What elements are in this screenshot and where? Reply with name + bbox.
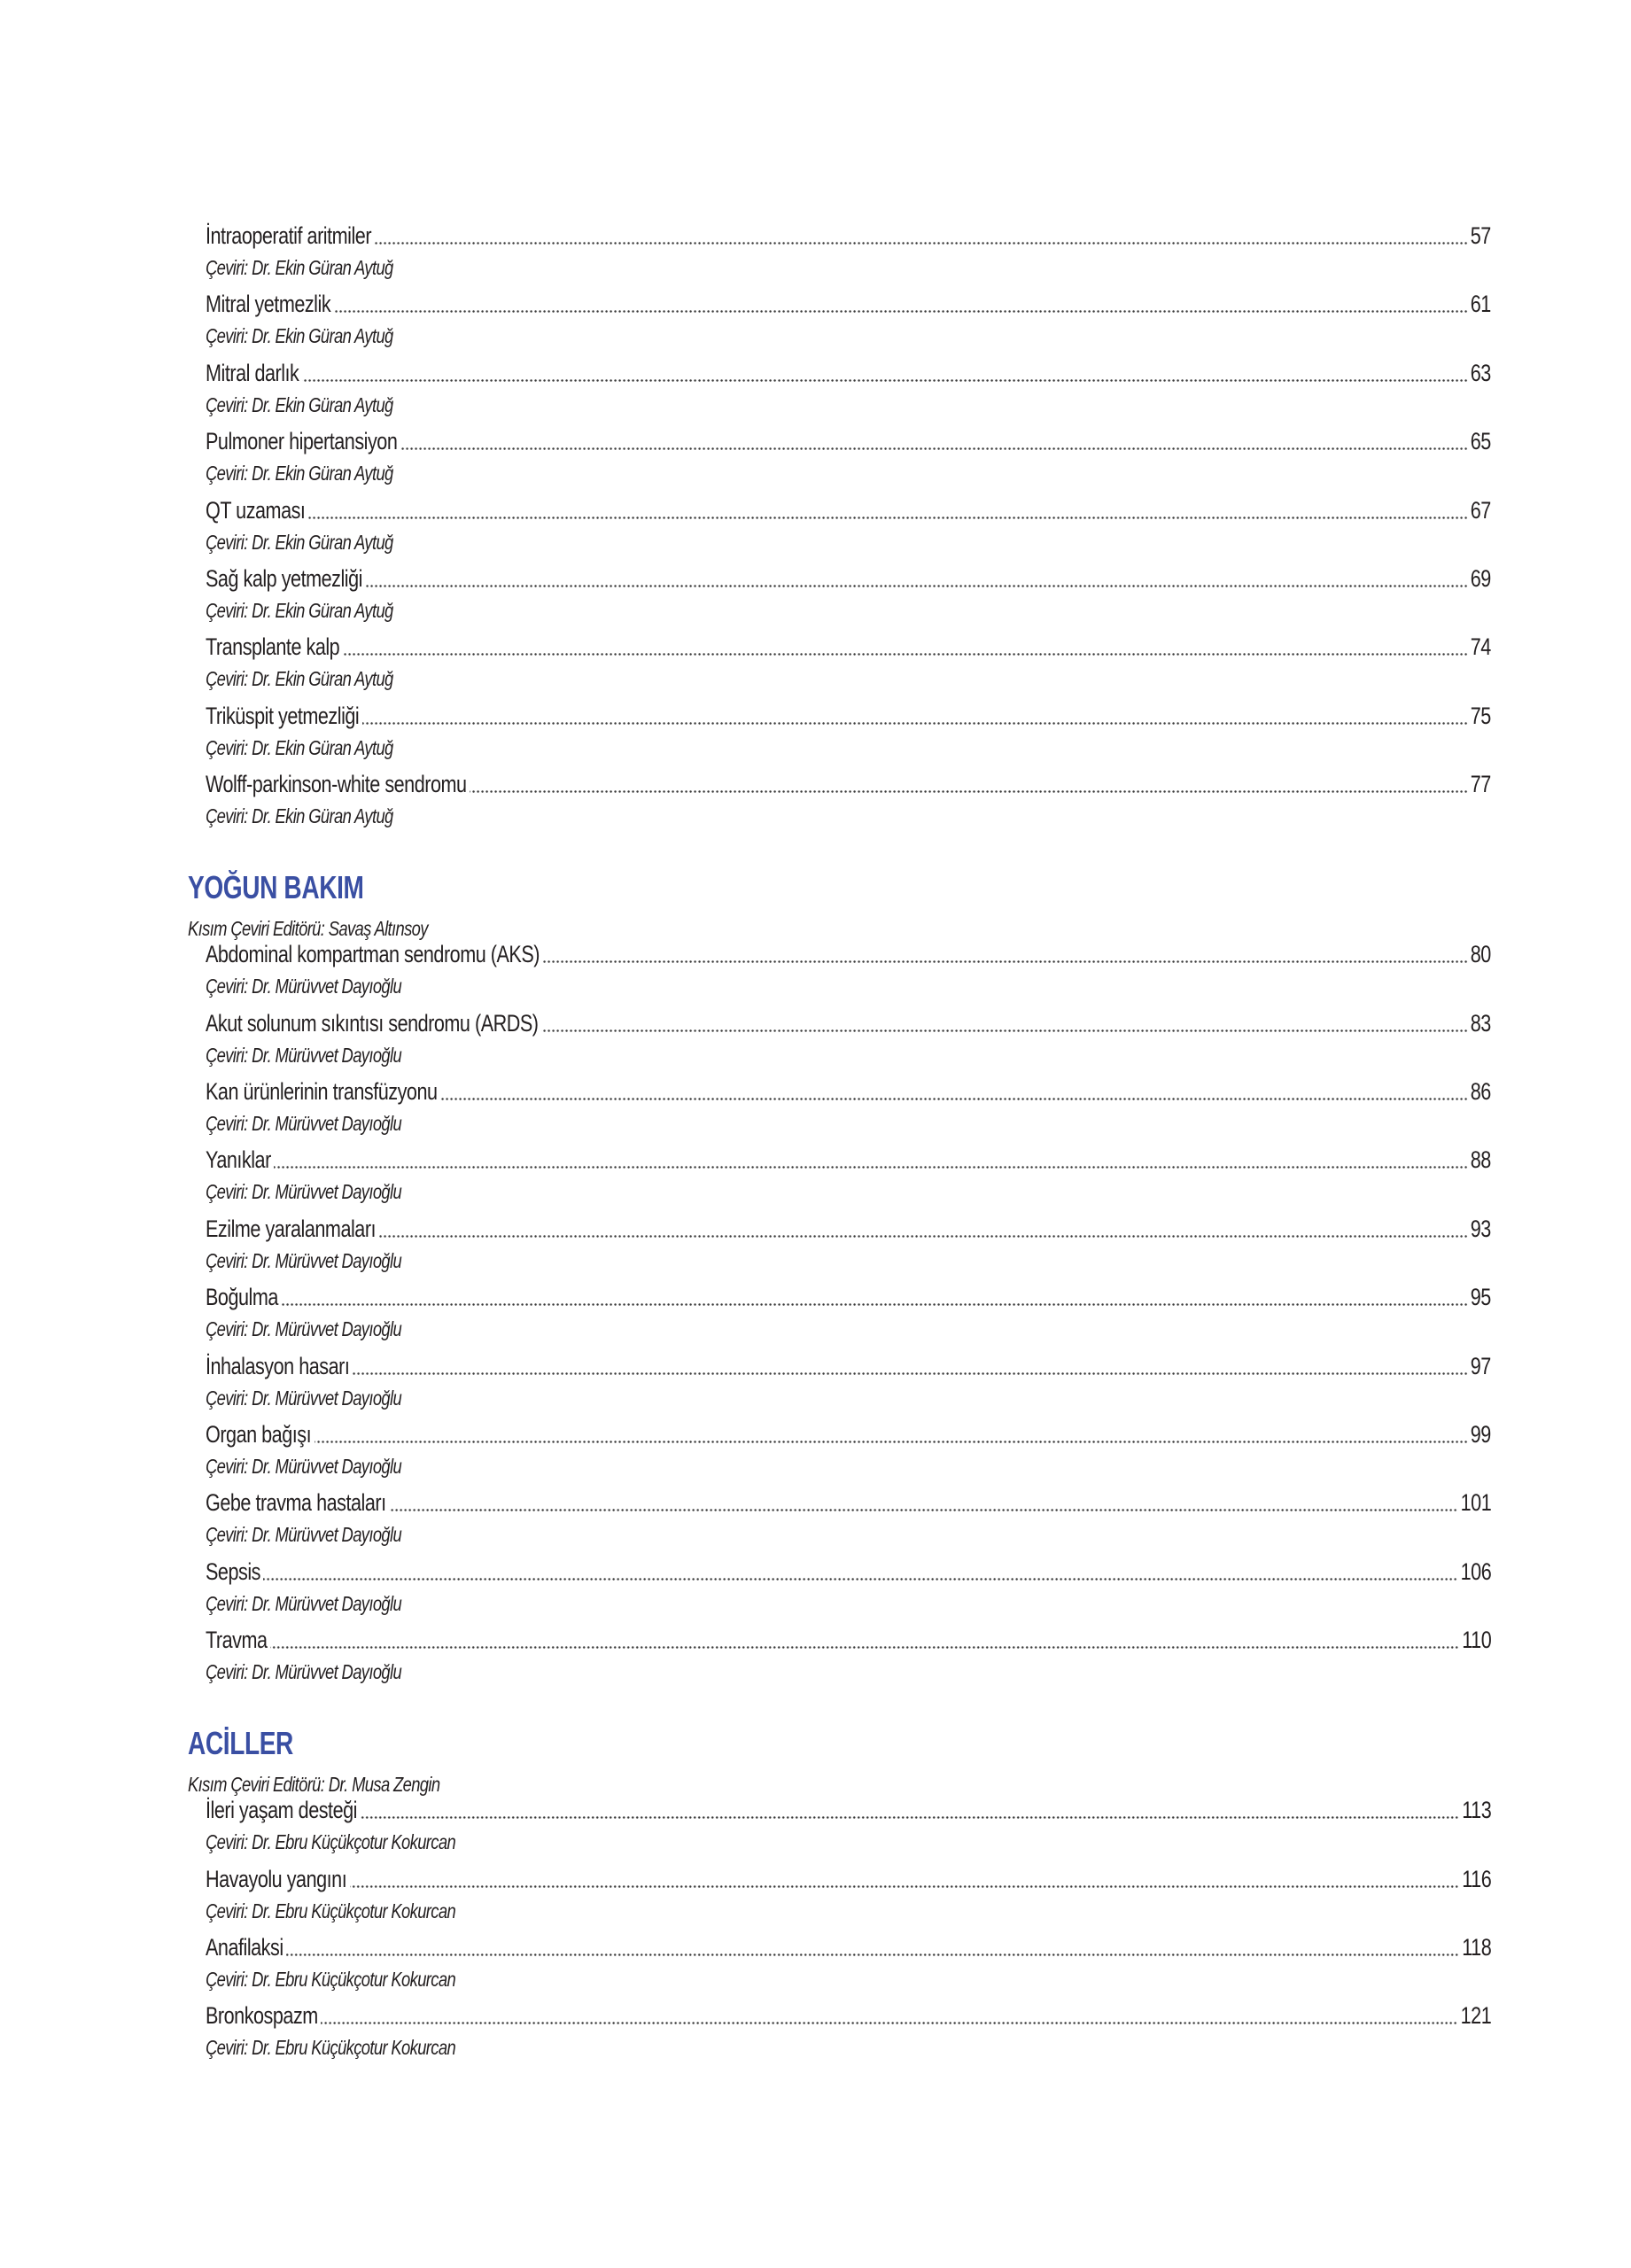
toc-entry-title-wrap bbox=[206, 1933, 283, 1961]
toc-entry-translator-text: Çeviri: Dr. Ekin Güran Aytuğ bbox=[206, 530, 393, 554]
toc-entry-title[interactable]: Pulmoner hipertansiyon bbox=[206, 428, 398, 455]
toc-entry[interactable] bbox=[206, 770, 1491, 798]
toc-entry-page-number[interactable]: 86 bbox=[1470, 1078, 1491, 1105]
dot-leader bbox=[321, 2022, 1457, 2024]
toc-entry-title[interactable]: Organ bağışı bbox=[206, 1421, 312, 1448]
toc-entry-title[interactable]: Kan ürünlerinin transfüzyonu bbox=[206, 1078, 438, 1105]
section-editor-text: Kısım Çeviri Editörü: Dr. Musa Zengin bbox=[188, 1773, 440, 1797]
toc-entry[interactable] bbox=[206, 1557, 1491, 1586]
toc-entry-title[interactable]: Havayolu yangını bbox=[206, 1865, 347, 1892]
toc-entry-title-wrap bbox=[206, 1077, 438, 1106]
dot-leader bbox=[343, 653, 1468, 656]
toc-entry-translator-text: Çeviri: Dr. Mürüvvet Dayıoğlu bbox=[206, 1591, 402, 1615]
toc-entry-title[interactable]: Transplante kalp bbox=[206, 633, 340, 661]
toc-entry-title-wrap bbox=[206, 1626, 268, 1654]
toc-entry-translator-text: Çeviri: Dr. Ekin Güran Aytuğ bbox=[206, 462, 393, 485]
toc-entry-title-wrap bbox=[206, 1352, 350, 1380]
toc-entry-title[interactable]: QT uzaması bbox=[206, 496, 306, 524]
section-heading-1 bbox=[188, 870, 414, 905]
toc-entry-translator-text: Çeviri: Dr. Ebru Küçükçotur Kokurcan bbox=[206, 1830, 456, 1854]
dot-leader bbox=[263, 1578, 1457, 1581]
toc-entry[interactable] bbox=[206, 1077, 1491, 1106]
section-editor bbox=[188, 916, 487, 941]
toc-entry-translator bbox=[206, 255, 440, 280]
toc-entry[interactable] bbox=[206, 1865, 1491, 1893]
toc-entry-page-number[interactable]: 57 bbox=[1470, 222, 1491, 249]
toc-entry[interactable] bbox=[206, 427, 1491, 455]
toc-entry-page-number[interactable]: 118 bbox=[1462, 1934, 1491, 1961]
toc-entry-page-number[interactable]: 110 bbox=[1462, 1627, 1491, 1654]
toc-entry[interactable] bbox=[206, 940, 1491, 968]
toc-entry[interactable] bbox=[206, 1796, 1491, 1824]
toc-entry-title[interactable]: Bronkospazm bbox=[206, 2002, 318, 2030]
toc-entry-translator bbox=[206, 323, 440, 348]
toc-entry-title-wrap bbox=[206, 427, 398, 455]
toc-entry[interactable] bbox=[206, 1933, 1491, 1961]
toc-entry-title[interactable]: Gebe travma hastaları bbox=[206, 1489, 386, 1517]
toc-entry-page-number[interactable]: 99 bbox=[1470, 1421, 1491, 1448]
dot-leader bbox=[286, 1953, 1459, 1956]
toc-entry-title[interactable]: Sepsis bbox=[206, 1557, 260, 1585]
dot-leader bbox=[302, 379, 1468, 382]
toc-entry-translator-text: Çeviri: Dr. Ekin Güran Aytuğ bbox=[206, 324, 393, 348]
toc-entry-page-number[interactable]: 116 bbox=[1462, 1865, 1491, 1892]
toc-entry-translator-text: Çeviri: Dr. Ekin Güran Aytuğ bbox=[206, 735, 393, 759]
toc-entry-translator bbox=[206, 1899, 518, 1923]
toc-entry-title-wrap bbox=[206, 770, 467, 798]
toc-entry-translator-text: Çeviri: Dr. Mürüvvet Dayıoğlu bbox=[206, 975, 402, 998]
toc-entry[interactable] bbox=[206, 702, 1491, 730]
dot-leader bbox=[350, 1885, 1459, 1888]
toc-entry[interactable] bbox=[206, 1352, 1491, 1380]
toc-entry-translator bbox=[206, 804, 440, 828]
toc-entry[interactable] bbox=[206, 1215, 1491, 1243]
toc-entry-title[interactable]: Sağ kalp yetmezliği bbox=[206, 565, 362, 592]
toc-entry-title-wrap bbox=[206, 1420, 312, 1449]
toc-entry-title-wrap bbox=[206, 1796, 357, 1824]
toc-entry-translator-text: Çeviri: Dr. Mürüvvet Dayıoğlu bbox=[206, 1043, 402, 1067]
toc-entry-page-number[interactable]: 97 bbox=[1470, 1352, 1491, 1379]
toc-entry-page-number[interactable]: 80 bbox=[1470, 941, 1491, 968]
toc-entry-translator bbox=[206, 1591, 450, 1616]
toc-entry-translator bbox=[206, 1454, 450, 1479]
toc-entry-title[interactable]: Akut solunum sıkıntısı sendromu (ARDS) bbox=[206, 1009, 539, 1037]
toc-entry-translator-text: Çeviri: Dr. Mürüvvet Dayıoğlu bbox=[206, 1180, 402, 1204]
toc-entry-title-wrap bbox=[206, 1146, 271, 1174]
dot-leader bbox=[308, 517, 1468, 519]
dot-leader bbox=[375, 242, 1468, 245]
toc-entry-translator bbox=[206, 1317, 450, 1341]
toc-entry-title-wrap bbox=[206, 221, 372, 250]
toc-entry-page-number[interactable]: 69 bbox=[1470, 565, 1491, 592]
toc-entry-translator-text: Çeviri: Dr. Ekin Güran Aytuğ bbox=[206, 804, 393, 828]
toc-entry-translator bbox=[206, 735, 440, 760]
toc-entry[interactable] bbox=[206, 1488, 1491, 1517]
toc-entry-title-wrap bbox=[206, 1009, 539, 1037]
toc-entry-page-number[interactable]: 101 bbox=[1460, 1489, 1491, 1517]
toc-entry-title-wrap bbox=[206, 564, 362, 593]
toc-entry[interactable] bbox=[206, 290, 1491, 318]
toc-entry-translator-text: Çeviri: Dr. Mürüvvet Dayıoğlu bbox=[206, 1248, 402, 1272]
toc-entry-translator-text: Çeviri: Dr. Mürüvvet Dayıoğlu bbox=[206, 1523, 402, 1547]
toc-entry-page-number[interactable]: 63 bbox=[1470, 359, 1491, 386]
toc-entry-translator bbox=[206, 1043, 450, 1068]
dot-leader bbox=[362, 722, 1468, 725]
toc-entry-title[interactable]: Abdominal kompartman sendromu (AKS) bbox=[206, 941, 540, 968]
toc-entry-title-wrap bbox=[206, 1215, 377, 1243]
toc-entry-translator bbox=[206, 1659, 450, 1684]
dot-leader bbox=[440, 1098, 1468, 1100]
toc-entry-translator bbox=[206, 1179, 450, 1204]
toc-entry-translator-text: Çeviri: Dr. Mürüvvet Dayıoğlu bbox=[206, 1660, 402, 1684]
dot-leader bbox=[274, 1166, 1468, 1169]
dot-leader bbox=[542, 960, 1468, 963]
toc-entry-translator bbox=[206, 974, 450, 998]
toc-entry-translator-text: Çeviri: Dr. Ekin Güran Aytuğ bbox=[206, 667, 393, 691]
toc-entry-page-number[interactable]: 65 bbox=[1470, 428, 1491, 455]
toc-entry-translator bbox=[206, 392, 440, 417]
toc-entry-translator-text: Çeviri: Dr. Mürüvvet Dayıoğlu bbox=[206, 1112, 402, 1135]
toc-entry[interactable] bbox=[206, 221, 1491, 250]
toc-entry-translator-text: Çeviri: Dr. Ekin Güran Aytuğ bbox=[206, 256, 393, 279]
section-editor bbox=[188, 1772, 503, 1797]
dot-leader bbox=[541, 1029, 1468, 1032]
toc-entry-title[interactable]: Travma bbox=[206, 1627, 268, 1654]
toc-entry[interactable] bbox=[206, 1283, 1491, 1311]
dot-leader bbox=[389, 1509, 1457, 1511]
toc-entry-translator bbox=[206, 1522, 450, 1547]
toc-entry-translator bbox=[206, 1967, 518, 1992]
toc-entry-translator-text: Çeviri: Dr. Mürüvvet Dayıoğlu bbox=[206, 1317, 402, 1341]
toc-entry-translator bbox=[206, 1386, 450, 1410]
toc-entry-title-wrap bbox=[206, 702, 360, 730]
toc-entry-translator bbox=[206, 1111, 450, 1136]
toc-entry-title[interactable]: İnhalasyon hasarı bbox=[206, 1352, 350, 1379]
toc-entry[interactable] bbox=[206, 1420, 1491, 1449]
toc-entry-title-wrap bbox=[206, 496, 306, 524]
toc-entry-title[interactable]: Ezilme yaralanmaları bbox=[206, 1215, 377, 1242]
toc-entry-page-number[interactable]: 93 bbox=[1470, 1215, 1491, 1242]
toc-entry-page-number[interactable]: 61 bbox=[1470, 291, 1491, 318]
toc-entry-title[interactable]: Yanıklar bbox=[206, 1146, 271, 1174]
toc-entry-translator bbox=[206, 530, 440, 555]
section-heading-text: YOĞUN BAKIM bbox=[188, 869, 364, 906]
toc-entry-page-number[interactable]: 121 bbox=[1460, 2002, 1491, 2030]
toc-entry-title-wrap bbox=[206, 940, 540, 968]
toc-entry[interactable] bbox=[206, 359, 1491, 387]
toc-entry-translator-text: Çeviri: Dr. Ekin Güran Aytuğ bbox=[206, 599, 393, 622]
toc-entry-title-wrap bbox=[206, 290, 331, 318]
toc-entry-translator bbox=[206, 461, 440, 485]
toc-entry-translator bbox=[206, 2035, 518, 2060]
toc-entry-title[interactable]: Triküspit yetmezliği bbox=[206, 702, 360, 729]
toc-entry-title-wrap bbox=[206, 359, 299, 387]
dot-leader bbox=[281, 1303, 1468, 1306]
toc-entry-title[interactable]: İleri yaşam desteği bbox=[206, 1797, 357, 1824]
toc-entry-page-number[interactable]: 113 bbox=[1462, 1797, 1491, 1824]
toc-entry-translator-text: Çeviri: Dr. Mürüvvet Dayıoğlu bbox=[206, 1455, 402, 1478]
toc-entry-title[interactable]: Boğulma bbox=[206, 1284, 278, 1311]
toc-entry-title[interactable]: Mitral darlık bbox=[206, 359, 299, 386]
toc-entry[interactable] bbox=[206, 564, 1491, 593]
dot-leader bbox=[270, 1646, 1459, 1649]
toc-entry[interactable] bbox=[206, 1146, 1491, 1174]
section-heading-2 bbox=[188, 1726, 323, 1761]
toc-entry-title[interactable]: Mitral yetmezlik bbox=[206, 291, 331, 318]
toc-entry-page-number[interactable]: 88 bbox=[1470, 1146, 1491, 1174]
section-editor-text: Kısım Çeviri Editörü: Savaş Altınsoy bbox=[188, 917, 428, 941]
toc-entry-translator-text: Çeviri: Dr. Ebru Küçükçotur Kokurcan bbox=[206, 2036, 456, 2060]
toc-entry[interactable] bbox=[206, 633, 1491, 661]
dot-leader bbox=[353, 1372, 1468, 1375]
toc-entry-page-number[interactable]: 75 bbox=[1470, 702, 1491, 729]
section-heading-text: ACİLLER bbox=[188, 1725, 293, 1762]
dot-leader bbox=[360, 1816, 1459, 1819]
toc-entry[interactable] bbox=[206, 1009, 1491, 1037]
toc-entry-title-wrap bbox=[206, 1557, 260, 1586]
toc-entry[interactable] bbox=[206, 1626, 1491, 1654]
toc-entry-title-wrap bbox=[206, 1488, 386, 1517]
toc-entry-page-number[interactable]: 83 bbox=[1470, 1009, 1491, 1037]
toc-entry-page-number[interactable]: 74 bbox=[1470, 633, 1491, 661]
dot-leader bbox=[315, 1441, 1468, 1443]
dot-leader bbox=[470, 790, 1468, 793]
toc-entry-title-wrap bbox=[206, 2001, 318, 2030]
toc-entry-title-wrap bbox=[206, 1865, 347, 1893]
dot-leader bbox=[400, 447, 1468, 450]
toc-entry-translator bbox=[206, 1248, 450, 1273]
toc-entry-translator-text: Çeviri: Dr. Ebru Küçükçotur Kokurcan bbox=[206, 1968, 456, 1991]
toc-entry-translator-text: Çeviri: Dr. Ebru Küçükçotur Kokurcan bbox=[206, 1899, 456, 1922]
dot-leader bbox=[365, 585, 1468, 587]
dot-leader bbox=[379, 1235, 1468, 1238]
toc-entry-page-number[interactable]: 77 bbox=[1470, 771, 1491, 798]
toc-entry-translator bbox=[206, 598, 440, 623]
toc-entry-title[interactable]: İntraoperatif aritmiler bbox=[206, 222, 372, 249]
toc-entry-title-wrap bbox=[206, 633, 340, 661]
toc-entry-translator bbox=[206, 1829, 518, 1854]
toc-entry-title-wrap bbox=[206, 1283, 278, 1311]
toc-entry-translator-text: Çeviri: Dr. Mürüvvet Dayıoğlu bbox=[206, 1386, 402, 1410]
toc-entry-translator bbox=[206, 666, 440, 691]
toc-entry-page-number[interactable]: 95 bbox=[1470, 1284, 1491, 1311]
toc-entry-translator-text: Çeviri: Dr. Ekin Güran Aytuğ bbox=[206, 392, 393, 416]
toc-entry-title[interactable]: Anafilaksi bbox=[206, 1934, 283, 1961]
toc-entry[interactable] bbox=[206, 496, 1491, 524]
toc-entry-title[interactable]: Wolff-parkinson-white sendromu bbox=[206, 771, 467, 798]
toc-entry-page-number[interactable]: 106 bbox=[1460, 1557, 1491, 1585]
toc-entry-page-number[interactable]: 67 bbox=[1470, 496, 1491, 524]
toc-entry[interactable] bbox=[206, 2001, 1491, 2030]
dot-leader bbox=[334, 310, 1468, 313]
